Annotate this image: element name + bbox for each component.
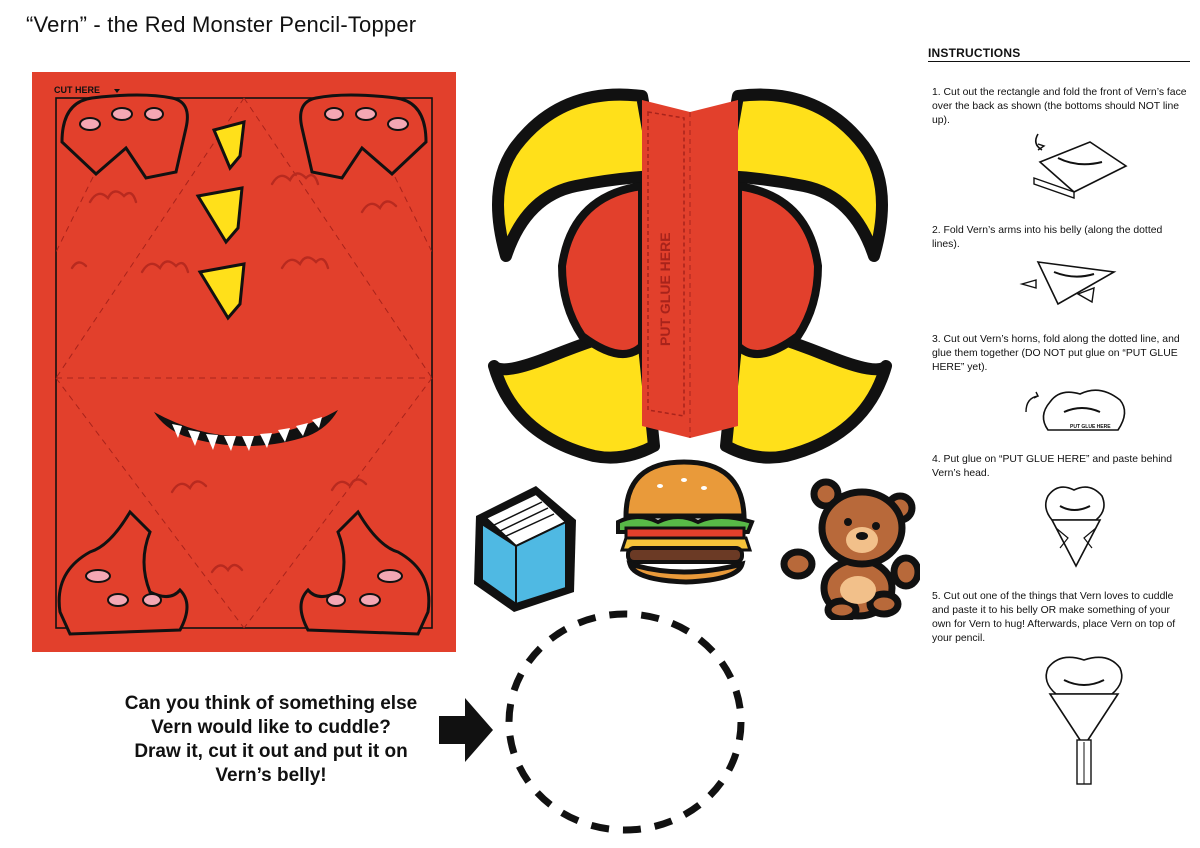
pencil-topper-illustration — [1034, 650, 1134, 786]
illustration-glue-label: PUT GLUE HERE — [1070, 424, 1111, 430]
instructions-heading: INSTRUCTIONS — [928, 46, 1190, 62]
cuddle-line: Can you think of something else — [124, 693, 418, 714]
instruction-step: 3. Cut out Vern’s horns, fold along the dotted line, and glue them together (DO NOT put glue on “PUT GLUE HERE” yet). — [932, 334, 1180, 373]
cuddle-line: Vern’s belly! — [215, 765, 327, 786]
cuddle-line: Vern would like to cuddle? — [151, 717, 391, 738]
instructions-panel — [928, 46, 1190, 84]
book-icon — [470, 480, 582, 618]
arrow-right-icon — [437, 696, 495, 764]
fold-horns-illustration — [1020, 382, 1150, 442]
instruction-step: 1. Cut out the rectangle and fold the front of Vern’s face over the back as shown (the bottoms should NOT line up). — [932, 87, 1187, 126]
fold-face-illustration — [1030, 122, 1130, 202]
put-glue-here-label: PUT GLUE HERE — [657, 232, 673, 346]
draw-your-own-circle — [500, 604, 750, 840]
burger-icon — [612, 458, 758, 586]
page-title: “Vern” - the Red Monster Pencil-Topper — [26, 12, 417, 37]
instruction-step: 4. Put glue on “PUT GLUE HERE” and paste behind Vern’s head. — [932, 454, 1173, 479]
instruction-step: 2. Fold Vern’s arms into his belly (along the dotted lines). — [932, 225, 1163, 250]
glue-head-illustration — [1040, 480, 1110, 570]
cuddle-line: Draw it, cut it out and put it on — [134, 741, 408, 762]
cuddle-prompt — [96, 692, 446, 788]
vern-body-sheet — [32, 72, 456, 652]
fold-arms-illustration — [1018, 254, 1118, 314]
vern-horns-cutout — [484, 56, 896, 466]
teddy-bear-icon — [780, 478, 920, 620]
cut-here-label: CUT HERE — [54, 85, 101, 95]
instruction-step: 5. Cut out one of the things that Vern loves to cuddle and paste it to his belly OR make something of your own for Vern to hug! Afterwards, place Vern on top of your pencil. — [932, 591, 1176, 644]
